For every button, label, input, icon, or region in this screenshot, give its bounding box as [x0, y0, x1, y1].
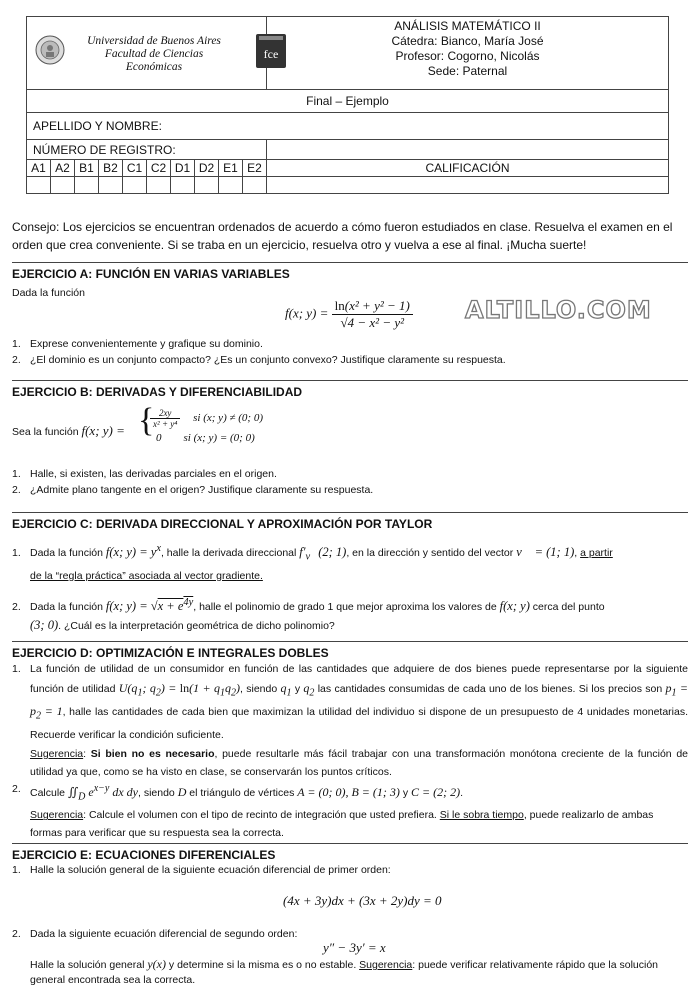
score-cell [75, 177, 99, 194]
exercise-b-item-1: 1. Halle, si existen, las derivadas parciales en el origen. [12, 468, 277, 480]
exercise-a-item-1: 1. Exprese convenientemente y grafique su dominio. [12, 338, 263, 350]
score-cell [171, 177, 195, 194]
fce-logo-icon [255, 33, 287, 69]
grade-cell [267, 177, 669, 194]
code-cell: A2 [51, 160, 75, 177]
exam-title: Final – Ejemplo [27, 90, 669, 113]
exercise-e-equation-1: (4x + 3y)dx + (3x + 2y)dy = 0 [283, 893, 442, 908]
code-cell: D1 [171, 160, 195, 177]
advice-label: Consejo: [12, 220, 60, 234]
code-cell: B1 [75, 160, 99, 177]
uba-logo-icon [35, 35, 65, 65]
exercise-e-title: EJERCICIO E: ECUACIONES DIFERENCIALES [12, 843, 688, 862]
code-cell: D2 [195, 160, 219, 177]
score-cell [195, 177, 219, 194]
registry-field-label: NÚMERO DE REGISTRO: [27, 140, 267, 160]
score-cell [219, 177, 243, 194]
advice-paragraph [12, 218, 688, 254]
course-chair: Cátedra: Bianco, María José [391, 34, 544, 48]
registry-blank [267, 140, 669, 160]
exercise-e-item-1: 1. Halle la solución general de la siguiente ecuación diferencial de primer orden: [12, 864, 391, 876]
code-cell: B2 [99, 160, 123, 177]
course-name: ANÁLISIS MATEMÁTICO II [394, 19, 541, 33]
score-cell [147, 177, 171, 194]
university-cell [27, 17, 279, 90]
exercise-e-item-2: 2. Dada la siguiente ecuación diferencial de segundo orden: [12, 928, 298, 940]
exercise-b-title: EJERCICIO B: DERIVADAS Y DIFERENCIABILIDAD [12, 380, 688, 399]
score-cell [123, 177, 147, 194]
exercise-a-title: EJERCICIO A: FUNCIÓN EN VARIAS VARIABLES [12, 262, 688, 281]
course-campus: Sede: Paternal [427, 64, 508, 78]
code-cell: C2 [147, 160, 171, 177]
exercise-a-intro: Dada la función [12, 287, 85, 299]
code-cell: E1 [219, 160, 243, 177]
advice-text: Los ejercicios se encuentran ordenados de acuerdo a cómo fueron estudiados en clase. Resuelva el examen en el orden que crea conveniente. Si se traba en un ejercicio, resuelva otro y vuelva a ese al final. ¡Mucha suerte! [12, 220, 673, 252]
score-cell [243, 177, 267, 194]
exercise-c-item-1: 1. Dada la función f(x; $y) = y^x$, halle la derivada direccional $f'_{v⃗}(2$; 1), en la dirección y sentido del vector v⃗ = (1; 1), a partir de la “regla práctica” asociada al vector gradiente. [12, 543, 613, 582]
grade-label: CALIFICACIÓN [267, 160, 669, 177]
exercise-c-item-2: 2. Dada la función f(x; $y) = √x + e^{4y}$, halle el polinomio de grado 1 que mejor aproxima los valores de f(x; y) cerca del punto (3; 0). ¿Cuál es la interpretación geométrica de dicho polinomio? [12, 597, 605, 633]
score-cell [99, 177, 123, 194]
exercise-e-equation-2: y″ − 3y′ = x [323, 940, 386, 955]
exercise-b-item-2: 2. ¿Admite plano tangente en el origen? Justifique claramente su respuesta. [12, 484, 374, 496]
watermark: ALTILLO.COM [465, 296, 652, 324]
exercise-d-item-2: 2. Calcule $∬_D$ $e^{x-y}$ dx dy, siendo D el triángulo de vértices A = (0; 0), B = (1; 3) y C = (2; 2). Sugerencia: Calcule el volumen con el tipo de recinto de integración que usted prefiera. Si le sobra tiempo, puede realizarlo de ambas formas para verificar que su respuesta sea la correcta. [12, 783, 654, 840]
course-info-cell [267, 17, 669, 90]
exercise-b-intro: Sea la función f(x; y) = [12, 423, 125, 438]
code-cell: C1 [123, 160, 147, 177]
university-name: Universidad de Buenos Aires Facultad de Ciencias Económicas [87, 35, 221, 73]
score-cell [27, 177, 51, 194]
exercise-d-item-1: 1. La función de utilidad de un consumidor en función de las cantidades que adquiere de dos bienes puede representarse por la siguiente función de utilidad $U(q_1$; $q_2) = \ln(1 + q_1q_2)$, siendo $q_1$ y $q_2$ las cantidades consumidas de cada uno de los bienes. Si los precios son $p_1 = p_2 = 1$, halle las cantidades de cada bien que maximizan la utilidad del individuo si dispone de un presupuesto de 4 unidades monetarias. Recuerde verificar la condición suficiente. Sugerencia: Si bien no es necesario, puede resultarle más fácil trabajar con una transformación monótona creciente de la función de utilidad ya que, como se ha visto en clase, se conservarán los puntos críticos. [12, 663, 689, 779]
exercise-e-item-2-text: Halle la solución general y(x) y determine si la misma es o no estable. Sugerencia: puede verificar relativamente rápido que la solución general encontrada sea la correcta. [30, 957, 659, 986]
exercise-d-title: EJERCICIO D: OPTIMIZACIÓN E INTEGRALES DOBLES [12, 641, 688, 660]
course-professor: Profesor: Cogorno, Nicolás [395, 49, 540, 63]
svg-text:fce: fce [263, 47, 279, 61]
code-cell: E2 [243, 160, 267, 177]
exam-header-table [26, 16, 669, 194]
exercise-c-title: EJERCICIO C: DERIVADA DIRECCIONAL Y APROXIMACIÓN POR TAYLOR [12, 512, 688, 531]
exercise-a-item-2: 2. ¿El dominio es un conjunto compacto? ¿Es un conjunto convexo? Justifique claramente su respuesta. [12, 354, 506, 366]
exercise-a-formula: f(x; y) = $\frac{\text{ln(x² + y² − 1)}}{\text{√4 − x² − y²}}$ [285, 298, 413, 331]
score-cell [51, 177, 75, 194]
code-cell: A1 [27, 160, 51, 177]
name-field-label: APELLIDO Y NOMBRE: [27, 113, 669, 140]
